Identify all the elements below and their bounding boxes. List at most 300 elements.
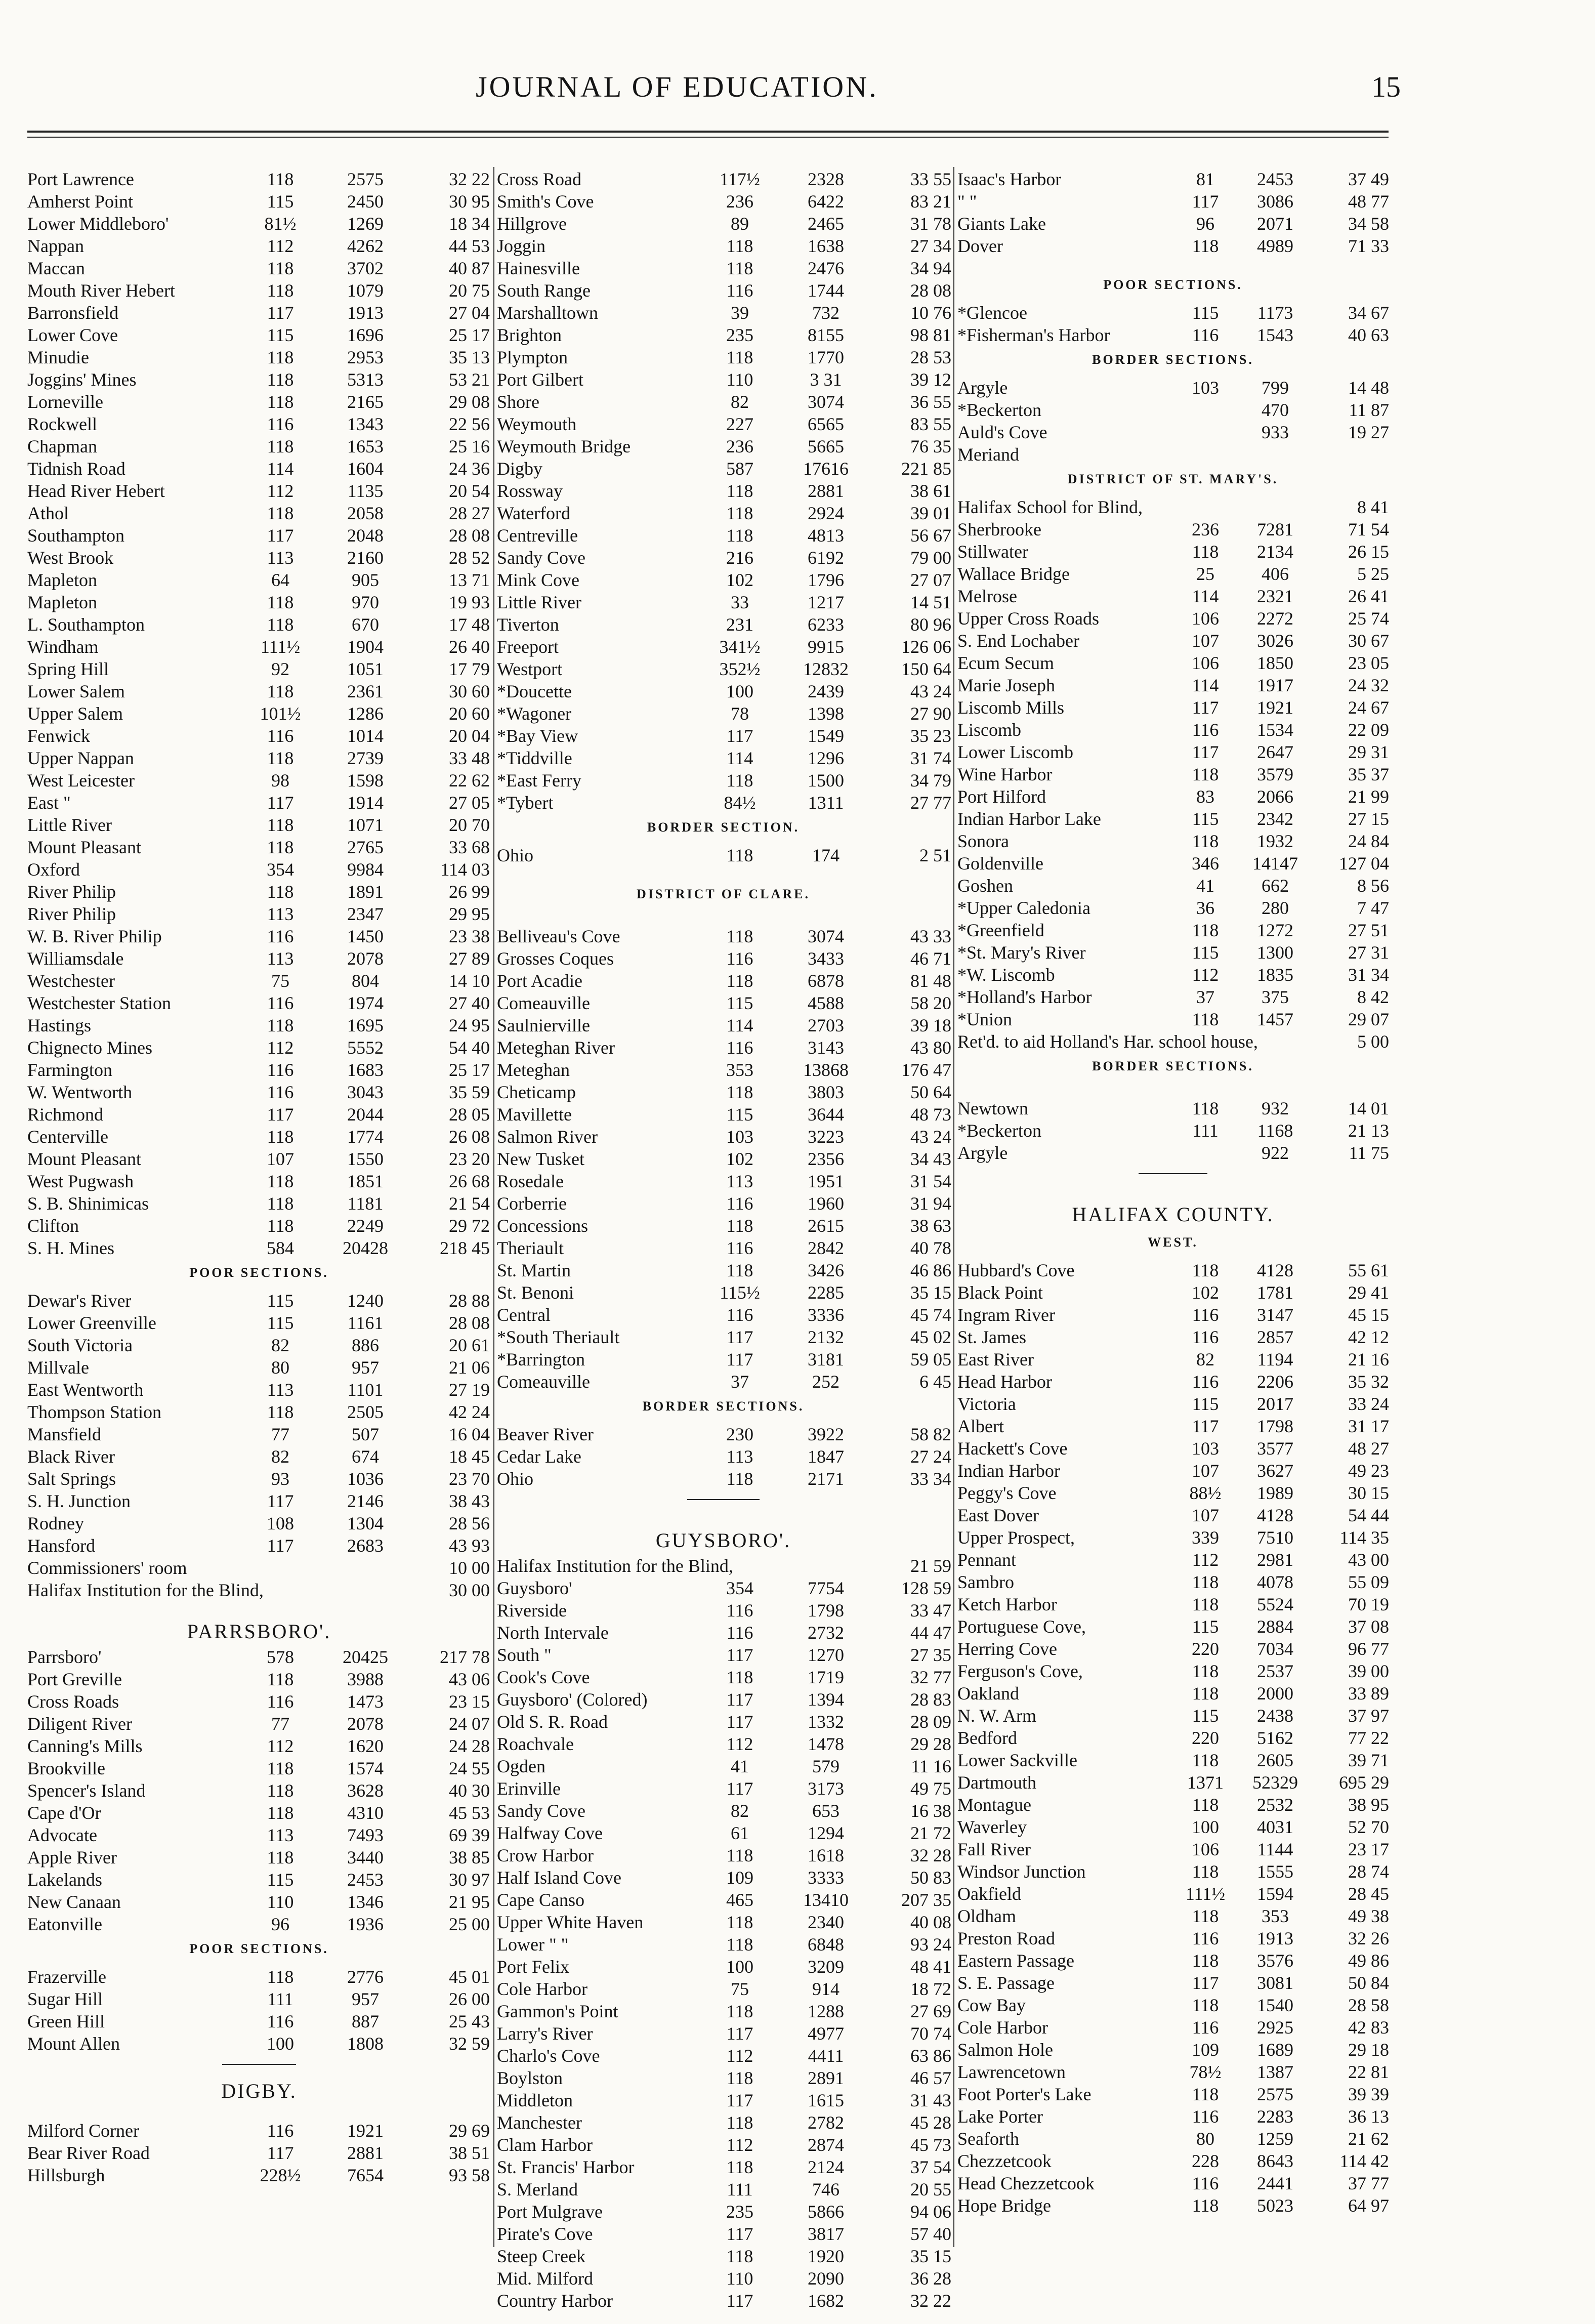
- grant-amount: 79 00: [910, 548, 951, 568]
- table-row: [957, 1096, 1389, 1118]
- attendance: 1653: [347, 436, 384, 456]
- school-name: Peggy's Cove: [957, 1483, 1057, 1503]
- days-taught: 113: [267, 548, 294, 568]
- table-row: [27, 412, 491, 434]
- subsection-heading: [957, 345, 1389, 376]
- attendance: 20428: [343, 1238, 388, 1258]
- days-taught: 82: [731, 1801, 749, 1821]
- table-row: [497, 1147, 950, 1169]
- school-name: Steep Creek: [497, 2246, 585, 2266]
- attendance: 2615: [808, 1216, 844, 1236]
- attendance: 2090: [808, 2268, 844, 2289]
- days-taught: 220: [1192, 1728, 1219, 1748]
- grant-amount: 21 13: [1348, 1120, 1389, 1141]
- school-name: Head River Hebert: [27, 481, 165, 501]
- spacer: [27, 2104, 491, 2119]
- heading-text: POOR SECTIONS.: [189, 1265, 329, 1280]
- grant-amount: 28 08: [449, 525, 490, 546]
- attendance: 2048: [347, 525, 384, 546]
- attendance: 1014: [347, 726, 384, 746]
- school-name: Hubbard's Cove: [957, 1260, 1075, 1280]
- days-taught: 118: [267, 347, 294, 367]
- days-taught: 117: [726, 1349, 753, 1370]
- school-name: Advocate: [27, 1825, 97, 1845]
- days-taught: 118: [267, 592, 294, 612]
- attendance: 2066: [1257, 786, 1293, 807]
- table-row: [497, 367, 950, 390]
- attendance: 1808: [347, 2034, 384, 2054]
- grant-amount: 27 24: [910, 1446, 951, 1467]
- attendance: 670: [352, 614, 379, 635]
- grant-amount: 20 55: [910, 2179, 951, 2200]
- days-taught: 353: [726, 1060, 753, 1080]
- attendance: 2453: [1257, 169, 1293, 189]
- attendance: 2361: [347, 681, 384, 701]
- days-taught: 117: [726, 1778, 753, 1799]
- attendance: 1332: [808, 1712, 844, 1732]
- school-name: Wine Harbor: [957, 764, 1053, 784]
- school-name: Little River: [27, 815, 112, 835]
- grant-amount: 29 72: [449, 1216, 490, 1236]
- grant-amount: 37 97: [1348, 1706, 1389, 1726]
- grant-amount: 81 48: [910, 971, 951, 991]
- school-name: Shore: [497, 392, 539, 412]
- days-taught: 118: [726, 1469, 753, 1489]
- grant-amount: 22 09: [1348, 720, 1389, 740]
- grant-amount: 21 16: [1348, 1349, 1389, 1370]
- grant-amount: 25 43: [449, 2011, 490, 2031]
- grant-amount: 19 27: [1348, 422, 1389, 442]
- school-name: South Range: [497, 280, 591, 301]
- attendance: 17616: [803, 459, 849, 479]
- school-name: *Union: [957, 1009, 1012, 1029]
- table-row: [27, 546, 491, 568]
- school-name: *Beckerton: [957, 1120, 1041, 1141]
- table-row: [27, 1689, 491, 1712]
- grant-amount: 40 63: [1348, 325, 1389, 345]
- days-taught: 88½: [1189, 1483, 1222, 1503]
- attendance: 1744: [808, 280, 844, 301]
- attendance: 3627: [1257, 1461, 1293, 1481]
- school-name: *Fisherman's Harbor: [957, 325, 1110, 345]
- school-name: W. B. River Philip: [27, 926, 162, 946]
- attendance: 970: [352, 592, 379, 612]
- school-name: Cape Canso: [497, 1890, 584, 1910]
- attendance: 2453: [347, 1870, 384, 1890]
- days-taught: 118: [726, 481, 753, 501]
- journal-title: JOURNAL OF EDUCATION.: [476, 70, 878, 103]
- table-row: [27, 1845, 491, 1868]
- school-name: West Leicester: [27, 770, 135, 791]
- grant-amount: 27 89: [449, 948, 490, 969]
- days-taught: 118: [267, 369, 294, 390]
- days-taught: 115: [726, 1104, 753, 1125]
- grant-amount: 33 24: [1348, 1394, 1389, 1414]
- table-row: [497, 1347, 950, 1370]
- days-taught: 116: [267, 414, 294, 434]
- attendance: 2146: [347, 1491, 384, 1511]
- school-name: S. E. Passage: [957, 1973, 1055, 1993]
- school-name: Weymouth Bridge: [497, 436, 631, 456]
- table-row: [497, 1080, 950, 1102]
- grant-amount: 45 28: [910, 2112, 951, 2133]
- table-row: [497, 212, 950, 234]
- column-3: [957, 167, 1389, 2216]
- spacer: [957, 256, 1389, 270]
- days-taught: 112: [1192, 1550, 1219, 1570]
- days-taught: 84½: [724, 793, 756, 813]
- days-taught: 78: [731, 703, 749, 724]
- attendance: 1161: [347, 1313, 384, 1333]
- attendance: 1989: [1257, 1483, 1293, 1503]
- school-name: Port Mulgrave: [497, 2202, 603, 2222]
- table-row: [497, 1843, 950, 1865]
- school-name: Port Lawrence: [27, 169, 134, 189]
- grant-amount: 114 42: [1339, 2151, 1389, 2171]
- days-taught: 82: [731, 392, 749, 412]
- school-name: West Pugwash: [27, 1171, 134, 1191]
- attendance: 2465: [808, 214, 844, 234]
- grant-amount: 28 83: [910, 1689, 951, 1710]
- school-name: Lower Liscomb: [957, 742, 1073, 762]
- table-row: [27, 612, 491, 635]
- attendance: 1683: [347, 1060, 384, 1080]
- table-row: [957, 1548, 1389, 1570]
- attendance: 1615: [808, 2090, 844, 2110]
- grant-amount: 24 32: [1348, 675, 1389, 695]
- heading-text: BORDER SECTIONS.: [1092, 352, 1254, 367]
- grant-amount: 30 95: [449, 191, 490, 212]
- school-name: Hope Bridge: [957, 2195, 1051, 2216]
- table-row: [957, 718, 1389, 740]
- attendance: 1181: [347, 1193, 384, 1214]
- school-name: Centerville: [27, 1127, 108, 1147]
- grant-amount: 27 51: [1348, 920, 1389, 940]
- school-name: Seaforth: [957, 2129, 1019, 2149]
- days-taught: 118: [1192, 2195, 1219, 2216]
- grant-amount: 39 18: [910, 1015, 951, 1035]
- attendance: 1695: [347, 1015, 384, 1035]
- table-row: [27, 835, 491, 857]
- school-name: *St. Mary's River: [957, 942, 1086, 963]
- attendance: 1051: [347, 659, 384, 679]
- school-name: Farmington: [27, 1060, 112, 1080]
- grant-amount: 22 81: [1348, 2062, 1389, 2082]
- table-row: [957, 2193, 1389, 2216]
- column-divider: [493, 167, 494, 2247]
- days-taught: 118: [267, 1127, 294, 1147]
- table-row: [27, 1191, 491, 1214]
- grant-amount: 40 87: [449, 258, 490, 278]
- school-name: Port Greville: [27, 1669, 122, 1689]
- school-name: Lower " ": [497, 1934, 569, 1955]
- grant-amount: 18 34: [449, 214, 490, 234]
- days-taught: 118: [267, 1780, 294, 1801]
- days-taught: 118: [1192, 1861, 1219, 1882]
- attendance: 3147: [1257, 1305, 1293, 1325]
- days-taught: 36: [1196, 898, 1214, 918]
- days-taught: 341½: [719, 637, 761, 657]
- days-taught: 117: [1192, 742, 1219, 762]
- grant-amount: 29 95: [449, 904, 490, 924]
- days-taught: 118: [1192, 1009, 1219, 1029]
- table-row: [497, 1303, 950, 1325]
- school-name: Herring Cove: [957, 1639, 1057, 1659]
- school-name: Pennant: [957, 1550, 1016, 1570]
- grant-amount: 23 05: [1348, 653, 1389, 673]
- table-row: [957, 1592, 1389, 1614]
- days-taught: 578: [267, 1647, 294, 1667]
- table-row: [497, 1643, 950, 1665]
- school-name: Rossway: [497, 481, 563, 501]
- table-row: [497, 1732, 950, 1754]
- attendance: 1300: [1257, 942, 1293, 963]
- table-row: [957, 1793, 1389, 1815]
- attendance: 579: [812, 1756, 840, 1776]
- table-row: [27, 1169, 491, 1191]
- table-row: [497, 479, 950, 501]
- school-name: South ": [497, 1645, 552, 1665]
- section-heading: [957, 1197, 1389, 1228]
- grant-amount: 16 04: [449, 1424, 490, 1444]
- days-taught: 118: [726, 1912, 753, 1932]
- attendance: 1594: [1257, 1884, 1293, 1904]
- table-row: [27, 1556, 491, 1578]
- days-taught: 107: [1192, 1461, 1219, 1481]
- school-name: Hastings: [27, 1015, 91, 1035]
- table-row: [27, 1645, 491, 1667]
- attendance: 1269: [347, 214, 384, 234]
- table-row: [497, 635, 950, 657]
- school-name: Lower Sackville: [957, 1750, 1077, 1770]
- grant-amount: 13 71: [449, 570, 490, 590]
- days-taught: 109: [1192, 2040, 1219, 2060]
- grant-amount: 5 00: [1357, 1031, 1389, 1052]
- attendance: 4128: [1257, 1260, 1293, 1280]
- school-name: *W. Liscomb: [957, 965, 1055, 985]
- table-row: [957, 629, 1389, 651]
- attendance: 4813: [808, 525, 844, 546]
- table-row: [957, 1503, 1389, 1525]
- attendance: 6192: [808, 548, 844, 568]
- days-taught: 118: [726, 1260, 753, 1280]
- days-taught: 118: [726, 347, 753, 367]
- grant-amount: 71 54: [1348, 519, 1389, 540]
- school-name: New Tusket: [497, 1149, 585, 1169]
- grant-amount: 25 00: [449, 1914, 490, 1934]
- school-name: Fall River: [957, 1839, 1031, 1859]
- attendance: 9984: [347, 859, 384, 880]
- days-taught: 228: [1192, 2151, 1219, 2171]
- table-row: [27, 479, 491, 501]
- table-row: [27, 2031, 491, 2054]
- table-row: [27, 1823, 491, 1845]
- school-name: Chezzetcook: [957, 2151, 1052, 2171]
- grant-amount: 49 38: [1348, 1906, 1389, 1926]
- table-row: [957, 940, 1389, 963]
- attendance: 3074: [808, 926, 844, 946]
- school-name: Hillgrove: [497, 214, 567, 234]
- table-row: [27, 1778, 491, 1801]
- grant-amount: 23 70: [449, 1469, 490, 1489]
- days-taught: 118: [1192, 831, 1219, 851]
- days-taught: 83: [1196, 786, 1214, 807]
- school-name: Middleton: [497, 2090, 573, 2110]
- days-taught: 116: [267, 2121, 294, 2141]
- school-name: Dewar's River: [27, 1291, 132, 1311]
- attendance: 1346: [347, 1892, 384, 1912]
- school-name: Comeauville: [497, 1372, 590, 1392]
- days-taught: 118: [1192, 1098, 1219, 1118]
- attendance: 2450: [347, 191, 384, 212]
- attendance: 1540: [1257, 1995, 1293, 2015]
- days-taught: 116: [1192, 2173, 1219, 2193]
- attendance: 2575: [347, 169, 384, 189]
- attendance: 2924: [808, 503, 844, 523]
- attendance: 2874: [808, 2135, 844, 2155]
- table-row: [27, 1236, 491, 1258]
- days-taught: 102: [726, 1149, 753, 1169]
- table-row: [957, 606, 1389, 629]
- school-name: Roachvale: [497, 1734, 574, 1754]
- school-name: Oakland: [957, 1683, 1019, 1704]
- attendance: 3181: [808, 1349, 844, 1370]
- days-taught: 118: [1192, 764, 1219, 784]
- table-row: [497, 1422, 950, 1444]
- days-taught: 118: [1192, 1683, 1219, 1704]
- school-name: Commissioners' room: [27, 1558, 187, 1578]
- table-row: [957, 1815, 1389, 1837]
- days-taught: 115: [1192, 809, 1219, 829]
- days-taught: 118: [726, 2068, 753, 2088]
- school-name: Upper White Haven: [497, 1912, 644, 1932]
- school-name: Manchester: [497, 2112, 582, 2133]
- attendance: 3440: [347, 1847, 384, 1868]
- school-name: Meteghan: [497, 1060, 570, 1080]
- school-name: Meriand: [957, 444, 1019, 465]
- grant-amount: 34 43: [910, 1149, 951, 1169]
- attendance: 1781: [1257, 1282, 1293, 1303]
- grant-amount: 31 54: [910, 1171, 951, 1191]
- days-taught: 113: [726, 1171, 753, 1191]
- table-row: [957, 2104, 1389, 2127]
- days-taught: 89: [731, 214, 749, 234]
- table-row: [957, 1859, 1389, 1882]
- table-row: [957, 1347, 1389, 1370]
- school-name: Erinville: [497, 1778, 561, 1799]
- days-taught: 220: [1192, 1639, 1219, 1659]
- grant-amount: 30 00: [449, 1580, 490, 1600]
- school-name: Mansfield: [27, 1424, 101, 1444]
- days-taught: 118: [267, 837, 294, 857]
- school-name: Ecum Secum: [957, 653, 1054, 673]
- school-name: Mount Allen: [27, 2034, 120, 2054]
- attendance: 922: [1262, 1143, 1289, 1163]
- days-taught: 118: [267, 1193, 294, 1214]
- school-name: Mapleton: [27, 570, 97, 590]
- school-name: *Greenfield: [957, 920, 1044, 940]
- grant-amount: 96 77: [1348, 1639, 1389, 1659]
- school-name: Rodney: [27, 1513, 84, 1533]
- days-taught: 118: [267, 258, 294, 278]
- days-taught: 118: [267, 436, 294, 456]
- attendance: 1288: [808, 2001, 844, 2021]
- days-taught: 112: [267, 1038, 294, 1058]
- school-name: Oakfield: [957, 1884, 1021, 1904]
- attendance: 6878: [808, 971, 844, 991]
- attendance: 1311: [808, 793, 844, 813]
- days-taught: 112: [726, 1734, 753, 1754]
- grant-amount: 36 28: [910, 2268, 951, 2289]
- days-taught: 114: [1192, 675, 1219, 695]
- heading-text: WEST.: [1148, 1235, 1198, 1250]
- days-taught: 39: [731, 303, 749, 323]
- spacer: [27, 1600, 491, 1614]
- days-taught: 354: [267, 859, 294, 880]
- days-taught: 100: [267, 2034, 294, 2054]
- days-taught: 96: [1196, 214, 1214, 234]
- table-row: [27, 1511, 491, 1533]
- attendance: 2249: [347, 1216, 384, 1236]
- table-row: [27, 880, 491, 902]
- table-row: [27, 1712, 491, 1734]
- attendance: 1851: [347, 1171, 384, 1191]
- grant-amount: 8 42: [1357, 987, 1389, 1007]
- attendance: 2321: [1257, 586, 1293, 606]
- school-name: Lakelands: [27, 1870, 102, 1890]
- table-row: [497, 456, 950, 479]
- days-taught: 75: [731, 1979, 749, 1999]
- table-row: [497, 2266, 950, 2289]
- table-row: [497, 2289, 950, 2311]
- grant-amount: 50 84: [1348, 1973, 1389, 1993]
- table-row: [497, 768, 950, 791]
- table-row: [497, 1687, 950, 1710]
- days-taught: 118: [267, 1015, 294, 1035]
- days-taught: 116: [726, 280, 753, 301]
- grant-amount: 28 88: [449, 1291, 490, 1311]
- days-taught: 101½: [260, 703, 301, 724]
- grant-amount: 35 37: [1348, 764, 1389, 784]
- attendance: 2776: [347, 1967, 384, 1987]
- days-taught: 117: [267, 2143, 294, 2163]
- attendance: 1394: [808, 1689, 844, 1710]
- days-taught: 115: [267, 1291, 294, 1311]
- attendance: 252: [812, 1372, 840, 1392]
- table-row: [497, 546, 950, 568]
- school-name: Halifax School for Blind,: [957, 497, 1143, 517]
- grant-amount: 23 15: [449, 1691, 490, 1712]
- table-row: [957, 1325, 1389, 1347]
- attendance: 1473: [347, 1691, 384, 1712]
- attendance: 3143: [808, 1038, 844, 1058]
- days-taught: 236: [726, 191, 753, 212]
- school-name: Rosedale: [497, 1171, 564, 1191]
- grant-amount: 43 80: [910, 1038, 951, 1058]
- attendance: 914: [812, 1979, 840, 1999]
- attendance: 1974: [347, 993, 384, 1013]
- attendance: 933: [1262, 422, 1289, 442]
- attendance: 4977: [808, 2023, 844, 2044]
- table-row: [27, 857, 491, 880]
- grant-amount: 23 17: [1348, 1839, 1389, 1859]
- days-taught: 41: [731, 1756, 749, 1776]
- grant-amount: 21 59: [910, 1556, 951, 1576]
- section-heading: [27, 2074, 491, 2104]
- grant-amount: 48 77: [1348, 191, 1389, 212]
- attendance: 1071: [347, 815, 384, 835]
- attendance: 2881: [808, 481, 844, 501]
